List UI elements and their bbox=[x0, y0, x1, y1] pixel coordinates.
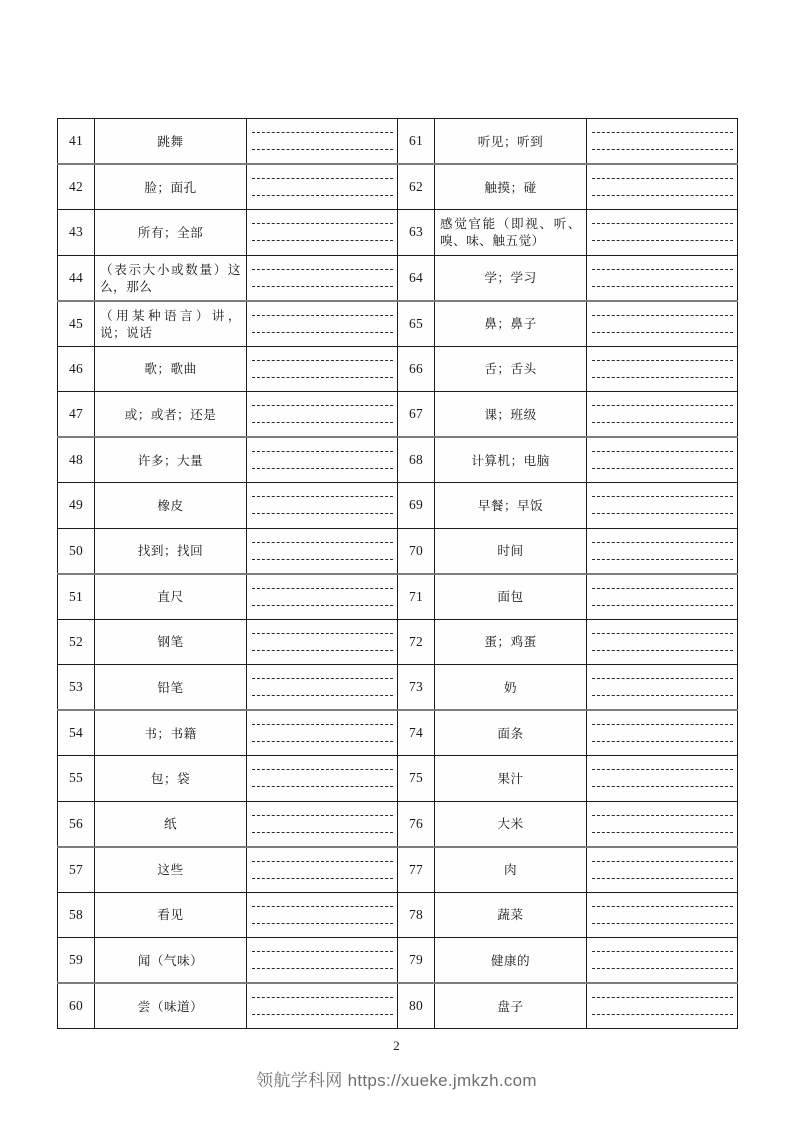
entry-answer-field[interactable] bbox=[247, 938, 398, 984]
writing-rule-line bbox=[252, 513, 393, 514]
writing-rule-line bbox=[252, 906, 393, 907]
entry-chinese-meaning: 听见；听到 bbox=[435, 119, 587, 165]
page-number: 2 bbox=[393, 1038, 400, 1053]
entry-number: 47 bbox=[58, 392, 95, 438]
entry-number: 51 bbox=[58, 574, 95, 620]
writing-rule-line bbox=[592, 786, 733, 787]
writing-rule-line bbox=[252, 496, 393, 497]
entry-answer-field[interactable] bbox=[587, 983, 738, 1029]
table-row bbox=[58, 483, 738, 529]
writing-rule-line bbox=[252, 559, 393, 560]
entry-answer-field[interactable] bbox=[587, 665, 738, 711]
entry-answer-field[interactable] bbox=[247, 847, 398, 893]
writing-rule-line bbox=[592, 695, 733, 696]
entry-chinese-meaning: （用某种语言）讲，说；说话 bbox=[95, 301, 247, 347]
table-row bbox=[58, 983, 738, 1029]
entry-chinese-meaning: 蛋；鸡蛋 bbox=[435, 619, 587, 665]
entry-number: 79 bbox=[398, 938, 435, 984]
entry-number: 71 bbox=[398, 574, 435, 620]
writing-rule-line bbox=[592, 968, 733, 969]
entry-chinese-meaning: 时间 bbox=[435, 528, 587, 574]
entry-answer-field[interactable] bbox=[247, 665, 398, 711]
writing-rule-line bbox=[592, 997, 733, 998]
entry-answer-field[interactable] bbox=[587, 437, 738, 483]
writing-rule-line bbox=[592, 832, 733, 833]
entry-number: 44 bbox=[58, 255, 95, 301]
writing-rule-line bbox=[592, 1014, 733, 1015]
entry-number: 49 bbox=[58, 483, 95, 529]
entry-answer-field[interactable] bbox=[247, 528, 398, 574]
writing-rule-line bbox=[252, 178, 393, 179]
writing-rule-line bbox=[592, 951, 733, 952]
entry-number: 56 bbox=[58, 801, 95, 847]
entry-answer-field[interactable] bbox=[587, 119, 738, 165]
table-row bbox=[58, 847, 738, 893]
entry-number: 75 bbox=[398, 756, 435, 802]
entry-number: 46 bbox=[58, 346, 95, 392]
writing-rule-line bbox=[252, 332, 393, 333]
writing-rule-line bbox=[592, 906, 733, 907]
entry-chinese-meaning: 所有；全部 bbox=[95, 210, 247, 256]
entry-answer-field[interactable] bbox=[247, 346, 398, 392]
writing-rule-line bbox=[252, 815, 393, 816]
table-row bbox=[58, 301, 738, 347]
writing-rule-line bbox=[592, 132, 733, 133]
entry-chinese-meaning: 面包 bbox=[435, 574, 587, 620]
entry-number: 60 bbox=[58, 983, 95, 1029]
writing-rule-line bbox=[592, 149, 733, 150]
entry-chinese-meaning: 这些 bbox=[95, 847, 247, 893]
table-row bbox=[58, 756, 738, 802]
writing-rule-line bbox=[592, 496, 733, 497]
entry-chinese-meaning: 闻（气味） bbox=[95, 938, 247, 984]
writing-rule-line bbox=[592, 513, 733, 514]
entry-chinese-meaning: 或；或者；还是 bbox=[95, 392, 247, 438]
writing-rule-line bbox=[592, 422, 733, 423]
entry-number: 74 bbox=[398, 710, 435, 756]
table-row bbox=[58, 665, 738, 711]
writing-rule-line bbox=[252, 786, 393, 787]
writing-rule-line bbox=[592, 240, 733, 241]
writing-rule-line bbox=[252, 633, 393, 634]
writing-rule-line bbox=[592, 724, 733, 725]
writing-rule-line bbox=[592, 741, 733, 742]
writing-rule-line bbox=[252, 149, 393, 150]
entry-chinese-meaning: 书；书籍 bbox=[95, 710, 247, 756]
entry-answer-field[interactable] bbox=[587, 938, 738, 984]
writing-rule-line bbox=[252, 741, 393, 742]
entry-chinese-meaning: 课；班级 bbox=[435, 392, 587, 438]
entry-chinese-meaning: 触摸；碰 bbox=[435, 164, 587, 210]
writing-rule-line bbox=[592, 269, 733, 270]
table-row bbox=[58, 528, 738, 574]
writing-rule-line bbox=[592, 315, 733, 316]
entry-chinese-meaning: 鼻；鼻子 bbox=[435, 301, 587, 347]
entry-number: 68 bbox=[398, 437, 435, 483]
entry-answer-field[interactable] bbox=[247, 255, 398, 301]
writing-rule-line bbox=[252, 1014, 393, 1015]
entry-number: 53 bbox=[58, 665, 95, 711]
entry-answer-field[interactable] bbox=[247, 392, 398, 438]
writing-rule-line bbox=[252, 542, 393, 543]
table-row bbox=[58, 346, 738, 392]
table-row bbox=[58, 574, 738, 620]
entry-answer-field[interactable] bbox=[247, 983, 398, 1029]
table-row bbox=[58, 392, 738, 438]
entry-number: 72 bbox=[398, 619, 435, 665]
entry-number: 80 bbox=[398, 983, 435, 1029]
vocabulary-table-container bbox=[57, 118, 737, 1029]
writing-rule-line bbox=[252, 997, 393, 998]
entry-chinese-meaning: 钢笔 bbox=[95, 619, 247, 665]
entry-chinese-meaning: 纸 bbox=[95, 801, 247, 847]
entry-number: 78 bbox=[398, 892, 435, 938]
writing-rule-line bbox=[592, 559, 733, 560]
entry-chinese-meaning: 找到；找回 bbox=[95, 528, 247, 574]
entry-chinese-meaning: 歌；歌曲 bbox=[95, 346, 247, 392]
entry-chinese-meaning: 跳舞 bbox=[95, 119, 247, 165]
entry-chinese-meaning: 大米 bbox=[435, 801, 587, 847]
writing-rule-line bbox=[592, 377, 733, 378]
entry-number: 59 bbox=[58, 938, 95, 984]
entry-number: 62 bbox=[398, 164, 435, 210]
writing-rule-line bbox=[592, 223, 733, 224]
writing-rule-line bbox=[592, 633, 733, 634]
entry-chinese-meaning: 学；学习 bbox=[435, 255, 587, 301]
entry-chinese-meaning: 尝（味道） bbox=[95, 983, 247, 1029]
entry-answer-field[interactable] bbox=[247, 119, 398, 165]
table-row bbox=[58, 210, 738, 256]
writing-rule-line bbox=[592, 405, 733, 406]
writing-rule-line bbox=[252, 678, 393, 679]
watermark-site-name: 领航学科网 bbox=[256, 1071, 343, 1090]
writing-rule-line bbox=[592, 332, 733, 333]
entry-number: 42 bbox=[58, 164, 95, 210]
writing-rule-line bbox=[592, 605, 733, 606]
writing-rule-line bbox=[252, 861, 393, 862]
entry-answer-field[interactable] bbox=[247, 619, 398, 665]
entry-chinese-meaning: 蔬菜 bbox=[435, 892, 587, 938]
entry-answer-field[interactable] bbox=[247, 710, 398, 756]
entry-chinese-meaning: 包；袋 bbox=[95, 756, 247, 802]
entry-number: 64 bbox=[398, 255, 435, 301]
entry-chinese-meaning: （表示大小或数量）这么，那么 bbox=[95, 255, 247, 301]
entry-number: 77 bbox=[398, 847, 435, 893]
entry-answer-field[interactable] bbox=[247, 892, 398, 938]
writing-rule-line bbox=[592, 769, 733, 770]
entry-chinese-meaning: 计算机；电脑 bbox=[435, 437, 587, 483]
vocabulary-table bbox=[57, 118, 738, 1029]
entry-answer-field[interactable] bbox=[587, 619, 738, 665]
entry-chinese-meaning: 直尺 bbox=[95, 574, 247, 620]
entry-answer-field[interactable] bbox=[587, 301, 738, 347]
entry-chinese-meaning: 盘子 bbox=[435, 983, 587, 1029]
entry-number: 57 bbox=[58, 847, 95, 893]
writing-rule-line bbox=[252, 588, 393, 589]
entry-answer-field[interactable] bbox=[247, 301, 398, 347]
entry-answer-field[interactable] bbox=[587, 756, 738, 802]
entry-chinese-meaning: 脸；面孔 bbox=[95, 164, 247, 210]
table-row bbox=[58, 119, 738, 165]
writing-rule-line bbox=[252, 650, 393, 651]
table-row bbox=[58, 710, 738, 756]
writing-rule-line bbox=[252, 769, 393, 770]
entry-number: 50 bbox=[58, 528, 95, 574]
entry-answer-field[interactable] bbox=[587, 346, 738, 392]
writing-rule-line bbox=[592, 286, 733, 287]
writing-rule-line bbox=[592, 451, 733, 452]
writing-rule-line bbox=[252, 240, 393, 241]
entry-chinese-meaning: 健康的 bbox=[435, 938, 587, 984]
writing-rule-line bbox=[252, 923, 393, 924]
entry-number: 55 bbox=[58, 756, 95, 802]
entry-number: 69 bbox=[398, 483, 435, 529]
writing-rule-line bbox=[252, 286, 393, 287]
entry-chinese-meaning: 看见 bbox=[95, 892, 247, 938]
writing-rule-line bbox=[252, 132, 393, 133]
entry-number: 61 bbox=[398, 119, 435, 165]
entry-answer-field[interactable] bbox=[587, 801, 738, 847]
entry-answer-field[interactable] bbox=[587, 847, 738, 893]
watermark-url: https://xueke.jmkzh.com bbox=[347, 1071, 537, 1090]
writing-rule-line bbox=[592, 360, 733, 361]
writing-rule-line bbox=[252, 451, 393, 452]
table-row bbox=[58, 892, 738, 938]
entry-chinese-meaning: 早餐；早饭 bbox=[435, 483, 587, 529]
writing-rule-line bbox=[592, 815, 733, 816]
entry-chinese-meaning: 感觉官能（即视、听、嗅、味、触五觉） bbox=[435, 210, 587, 256]
watermark bbox=[0, 1066, 793, 1091]
table-row bbox=[58, 938, 738, 984]
table-row bbox=[58, 619, 738, 665]
writing-rule-line bbox=[592, 468, 733, 469]
entry-answer-field[interactable] bbox=[247, 574, 398, 620]
entry-number: 65 bbox=[398, 301, 435, 347]
writing-rule-line bbox=[252, 605, 393, 606]
table-row bbox=[58, 255, 738, 301]
writing-rule-line bbox=[252, 315, 393, 316]
entry-answer-field[interactable] bbox=[247, 801, 398, 847]
entry-number: 45 bbox=[58, 301, 95, 347]
entry-answer-field[interactable] bbox=[587, 528, 738, 574]
table-row bbox=[58, 164, 738, 210]
entry-chinese-meaning: 橡皮 bbox=[95, 483, 247, 529]
entry-answer-field[interactable] bbox=[587, 483, 738, 529]
writing-rule-line bbox=[592, 195, 733, 196]
writing-rule-line bbox=[592, 923, 733, 924]
writing-rule-line bbox=[592, 678, 733, 679]
writing-rule-line bbox=[592, 878, 733, 879]
writing-rule-line bbox=[592, 861, 733, 862]
writing-rule-line bbox=[592, 178, 733, 179]
writing-rule-line bbox=[252, 968, 393, 969]
entry-chinese-meaning: 果汁 bbox=[435, 756, 587, 802]
entry-number: 66 bbox=[398, 346, 435, 392]
entry-chinese-meaning: 面条 bbox=[435, 710, 587, 756]
entry-chinese-meaning: 肉 bbox=[435, 847, 587, 893]
vocabulary-table-body bbox=[58, 119, 738, 1029]
entry-number: 67 bbox=[398, 392, 435, 438]
table-row bbox=[58, 801, 738, 847]
writing-rule-line bbox=[252, 195, 393, 196]
entry-number: 63 bbox=[398, 210, 435, 256]
entry-answer-field[interactable] bbox=[587, 164, 738, 210]
entry-number: 48 bbox=[58, 437, 95, 483]
writing-rule-line bbox=[252, 951, 393, 952]
entry-answer-field[interactable] bbox=[247, 483, 398, 529]
writing-rule-line bbox=[592, 542, 733, 543]
entry-chinese-meaning: 舌；舌头 bbox=[435, 346, 587, 392]
writing-rule-line bbox=[592, 650, 733, 651]
entry-answer-field[interactable] bbox=[247, 164, 398, 210]
writing-rule-line bbox=[252, 695, 393, 696]
entry-answer-field[interactable] bbox=[587, 255, 738, 301]
entry-answer-field[interactable] bbox=[587, 210, 738, 256]
entry-answer-field[interactable] bbox=[587, 710, 738, 756]
entry-number: 52 bbox=[58, 619, 95, 665]
writing-rule-line bbox=[252, 724, 393, 725]
entry-chinese-meaning: 奶 bbox=[435, 665, 587, 711]
entry-answer-field[interactable] bbox=[587, 892, 738, 938]
writing-rule-line bbox=[592, 588, 733, 589]
entry-number: 58 bbox=[58, 892, 95, 938]
writing-rule-line bbox=[252, 360, 393, 361]
table-row bbox=[58, 437, 738, 483]
entry-chinese-meaning: 许多；大量 bbox=[95, 437, 247, 483]
entry-chinese-meaning: 铅笔 bbox=[95, 665, 247, 711]
entry-number: 70 bbox=[398, 528, 435, 574]
writing-rule-line bbox=[252, 223, 393, 224]
writing-rule-line bbox=[252, 878, 393, 879]
entry-answer-field[interactable] bbox=[247, 437, 398, 483]
entry-number: 73 bbox=[398, 665, 435, 711]
entry-number: 76 bbox=[398, 801, 435, 847]
entry-answer-field[interactable] bbox=[587, 574, 738, 620]
writing-rule-line bbox=[252, 405, 393, 406]
writing-rule-line bbox=[252, 832, 393, 833]
entry-answer-field[interactable] bbox=[587, 392, 738, 438]
entry-answer-field[interactable] bbox=[247, 756, 398, 802]
writing-rule-line bbox=[252, 468, 393, 469]
writing-rule-line bbox=[252, 377, 393, 378]
entry-number: 43 bbox=[58, 210, 95, 256]
entry-number: 54 bbox=[58, 710, 95, 756]
writing-rule-line bbox=[252, 422, 393, 423]
entry-answer-field[interactable] bbox=[247, 210, 398, 256]
writing-rule-line bbox=[252, 269, 393, 270]
entry-number: 41 bbox=[58, 119, 95, 165]
